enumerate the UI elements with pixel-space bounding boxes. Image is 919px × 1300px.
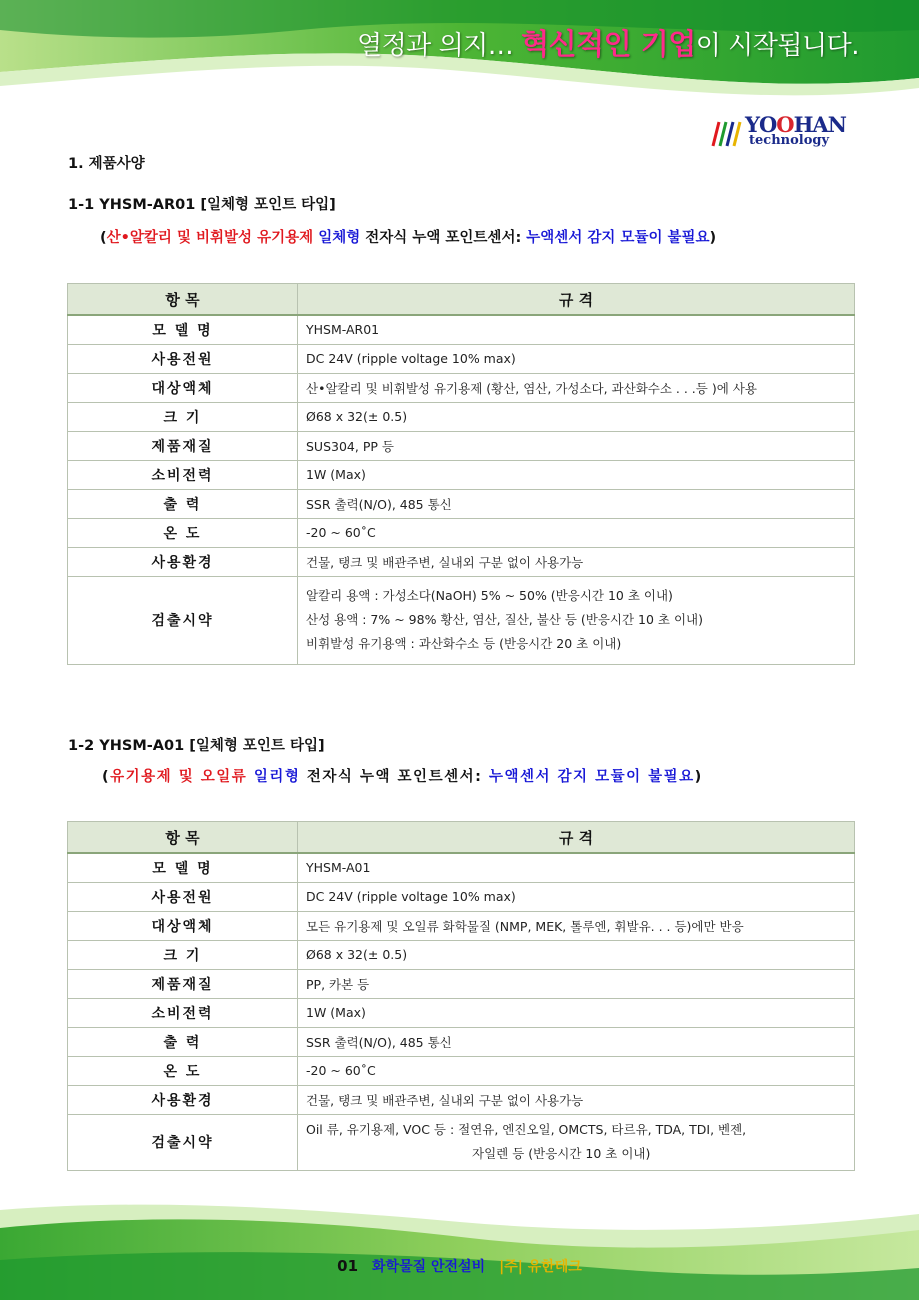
product-1-title: 1-1 YHSM-AR01 [일체형 포인트 타입] (68, 197, 336, 213)
spec-key: 온 도 (68, 518, 298, 547)
table-row (68, 853, 855, 882)
table-header-row (68, 822, 855, 854)
table-row (68, 882, 855, 911)
spec-key: 사용환경 (68, 547, 298, 576)
table-row (68, 547, 855, 576)
spec-value: YHSM-A01 (298, 853, 855, 882)
header-item: 항 목 (68, 284, 298, 316)
table-row (68, 969, 855, 998)
spec-key: 출 력 (68, 1027, 298, 1056)
spec-key: 모 델 명 (68, 853, 298, 882)
spec-value: YHSM-AR01 (298, 315, 855, 344)
table-row (68, 489, 855, 518)
spec-key: 크 기 (68, 402, 298, 431)
table-row (68, 402, 855, 431)
spec-value: 알칼리 용액 : 가성소다(NaOH) 5% ~ 50% (반응시간 10 초 이내) 산성 용액 : 7% ~ 98% 황산, 염산, 질산, 불산 등 (반응시간 10 초 이내) 비휘발성 유기용액 : 과산화수소 등 (반응시간 20 초 이내) (298, 576, 855, 664)
product-2-subtitle: (유기용제 및 오일류 일리형 전자식 누액 포인트센서: 누액센서 감지 모듈이 불필요) (102, 769, 703, 785)
product-1-subtitle: (산•알칼리 및 비휘발성 유기용제 일체형 전자식 누액 포인트센서: 누액센서 감지 모듈이 불필요) (100, 230, 717, 246)
spec-key: 사용전원 (68, 344, 298, 373)
table-row (68, 1114, 855, 1170)
spec-value: Ø68 x 32(± 0.5) (298, 402, 855, 431)
spec-key: 소비전력 (68, 998, 298, 1027)
spec-key: 크 기 (68, 940, 298, 969)
product-1-spec-table (67, 283, 855, 665)
spec-value: -20 ~ 60˚C (298, 1056, 855, 1085)
spec-value: SSR 출력(N/O), 485 통신 (298, 1027, 855, 1056)
spec-key: 사용전원 (68, 882, 298, 911)
table-row (68, 576, 855, 664)
spec-key: 검출시약 (68, 576, 298, 664)
table-row (68, 460, 855, 489)
page-number: 01 (337, 1257, 359, 1275)
logo-stripes-icon (707, 116, 743, 148)
table-row (68, 1085, 855, 1114)
header-spec: 규 격 (298, 284, 855, 316)
spec-value: 산•알칼리 및 비휘발성 유기용제 (황산, 염산, 가성소다, 과산화수소 . . .등 )에 사용 (298, 373, 855, 402)
spec-key: 출 력 (68, 489, 298, 518)
spec-key: 제품재질 (68, 431, 298, 460)
header-spec: 규 격 (298, 822, 855, 854)
company-logo (707, 112, 857, 152)
logo-wordmark: YOOHAN (745, 112, 846, 137)
table-row (68, 315, 855, 344)
footer-text-a: 화학물질 안전설비 (372, 1259, 486, 1275)
spec-value: Ø68 x 32(± 0.5) (298, 940, 855, 969)
spec-value: PP, 카본 등 (298, 969, 855, 998)
spec-key: 모 델 명 (68, 315, 298, 344)
table-row (68, 373, 855, 402)
table-row (68, 518, 855, 547)
table-row (68, 911, 855, 940)
spec-value: SUS304, PP 등 (298, 431, 855, 460)
spec-value: -20 ~ 60˚C (298, 518, 855, 547)
table-header-row (68, 284, 855, 316)
spec-key: 온 도 (68, 1056, 298, 1085)
header-slogan: 열정과 의지… 혁신적인 기업이 시작됩니다. (356, 27, 859, 61)
spec-value: SSR 출력(N/O), 485 통신 (298, 489, 855, 518)
footer-company: |주| 유한테크 (499, 1259, 582, 1275)
spec-key: 검출시약 (68, 1114, 298, 1170)
header-item: 항 목 (68, 822, 298, 854)
table-row (68, 1027, 855, 1056)
logo-subtext: technology (749, 133, 830, 148)
spec-value: DC 24V (ripple voltage 10% max) (298, 344, 855, 373)
spec-value: 건물, 탱크 및 배관주변, 실내외 구분 없이 사용가능 (298, 1085, 855, 1114)
product-2-spec-table (67, 821, 855, 1171)
table-row (68, 940, 855, 969)
spec-key: 대상액체 (68, 373, 298, 402)
section-title: 1. 제품사양 (68, 156, 145, 172)
table-row (68, 1056, 855, 1085)
product-2-title: 1-2 YHSM-A01 [일체형 포인트 타입] (68, 738, 325, 754)
footer (0, 1256, 919, 1276)
spec-value: 모든 유기용제 및 오일류 화학물질 (NMP, MEK, 톨루엔, 휘발유. . . 등)에만 반응 (298, 911, 855, 940)
spec-key: 대상액체 (68, 911, 298, 940)
footer-wave-decoration (0, 1190, 919, 1300)
spec-key: 제품재질 (68, 969, 298, 998)
table-row (68, 998, 855, 1027)
spec-value: 1W (Max) (298, 998, 855, 1027)
spec-key: 사용환경 (68, 1085, 298, 1114)
spec-value: Oil 류, 유기용제, VOC 등 : 절연유, 엔진오일, OMCTS, 타르유, TDA, TDI, 벤젠, 자일렌 등 (반응시간 10 초 이내) (298, 1114, 855, 1170)
spec-key: 소비전력 (68, 460, 298, 489)
spec-value: 1W (Max) (298, 460, 855, 489)
spec-value: 건물, 탱크 및 배관주변, 실내외 구분 없이 사용가능 (298, 547, 855, 576)
table-row (68, 431, 855, 460)
table-row (68, 344, 855, 373)
spec-value: DC 24V (ripple voltage 10% max) (298, 882, 855, 911)
